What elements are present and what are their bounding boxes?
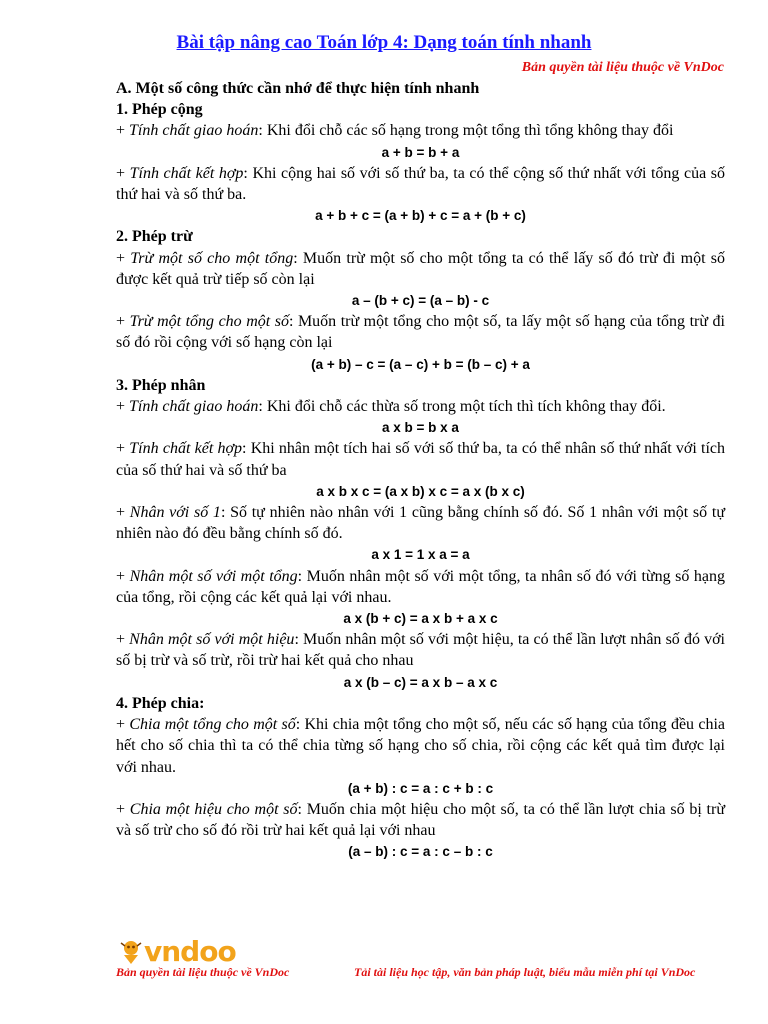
formula: a x b = b x a — [382, 420, 459, 436]
section-4-heading: 4. Phép chia: — [116, 694, 205, 712]
paragraph: + Chia một tổng cho một số: Khi chia một tổng cho một số, nếu các số hạng của tổng đều chia hết cho số chia thì ta có thể chia từng số hạng cho số chia, rồi cộng các kết quả tìm được lại với nhau. — [116, 716, 725, 776]
paragraph: + Chia một hiệu cho một số: Muốn chia một hiệu cho một số, ta có thể lần lượt chia số bị trừ và số trừ cho số đó rồi trừ hai kết quả lại với nhau — [116, 800, 725, 840]
term: Tính chất kết hợp — [129, 440, 243, 458]
section-2-heading: 2. Phép trừ — [116, 228, 193, 246]
term: Tính chất kết hợp — [129, 164, 244, 182]
term: Chia một tổng cho một số — [129, 716, 296, 734]
term: Nhân một số với một hiệu — [129, 631, 295, 649]
term: Nhân một số với một tổng — [129, 567, 298, 585]
section-a-heading: A. Một số công thức cần nhớ để thực hiện tính nhanh — [116, 80, 480, 97]
paragraph: + Trừ một số cho một tổng: Muốn trừ một số cho một tổng ta có thể lấy số đó trừ đi một số được kết quả trừ tiếp số còn lại — [116, 249, 725, 288]
paragraph: + Tính chất giao hoán: Khi đổi chỗ các số hạng trong một tổng thì tổng không thay đổi — [116, 122, 674, 140]
formula: a – (b + c) = (a – b) - c — [351, 293, 490, 309]
formula: a x (b – c) = a x b – a x c — [343, 674, 498, 690]
footer-download-link[interactable]: Tải tài liệu học tập, văn bản pháp luật, biểu mẫu miễn phí tại VnDoc — [354, 965, 696, 979]
paragraph: + Nhân một số với một hiệu: Muốn nhân một số với một hiệu, ta có thể lần lượt nhân số đó với số bị trừ và số trừ, rồi trừ hai kết quả cho nhau — [116, 631, 726, 670]
paragraph: + Tính chất kết hợp: Khi cộng hai số với số thứ ba, ta có thể cộng số thứ nhất với tổng của số thứ hai và số thứ ba. — [116, 164, 726, 204]
document-title: Bài tập nâng cao Toán lớp 4: Dạng toán tính nhanh — [176, 32, 592, 53]
formula: a x b x c = (a x b) x c = a x (b x c) — [316, 483, 525, 499]
formula: (a + b) : c = a : c + b : c — [347, 780, 494, 796]
term: Trừ một tổng cho một số — [129, 313, 289, 331]
footer-copyright: Bản quyền tài liệu thuộc về VnDoc — [116, 965, 290, 979]
term: Tính chất giao hoán — [129, 122, 259, 140]
copyright-note: Bản quyền tài liệu thuộc về VnDoc — [521, 60, 724, 75]
section-1-heading: 1. Phép cộng — [116, 101, 203, 119]
term: Nhân với số 1 — [129, 504, 221, 522]
paragraph: + Tính chất giao hoán: Khi đổi chỗ các thừa số trong một tích thì tích không thay đổi. — [116, 398, 666, 416]
document-body — [116, 78, 725, 863]
section-3-heading: 3. Phép nhân — [116, 376, 206, 394]
paragraph: + Tính chất kết hợp: Khi nhân một tích hai số với số thứ ba, ta có thể nhân số thứ nhất với tích của số thứ hai và số thứ ba — [116, 440, 726, 479]
logo-text: vndoo — [144, 935, 236, 968]
term: Tính chất giao hoán — [129, 398, 259, 416]
term: Trừ một số cho một tổng — [130, 249, 294, 267]
formula: a + b = b + a — [381, 144, 460, 160]
formula: a + b + c = (a + b) + c = a + (b + c) — [315, 208, 526, 224]
formula: a x 1 = 1 x a = a — [371, 547, 470, 563]
paragraph: + Trừ một tổng cho một số: Muốn trừ một tổng cho một số, ta lấy một số hạng của tổng trừ đi số đó rồi cộng với số hạng còn lại — [116, 313, 725, 352]
formula: (a – b) : c = a : c – b : c — [348, 844, 493, 860]
vndoc-logo — [118, 935, 236, 968]
page-footer — [0, 935, 768, 995]
paragraph: + Nhân một số với một tổng: Muốn nhân một số với một tổng, ta nhân số đó với từng số hạng của tổng, rồi cộng các kết quả lại với nhau. — [116, 567, 725, 606]
mascot-icon — [118, 938, 144, 966]
formula: a x (b + c) = a x b + a x c — [343, 611, 498, 627]
formula: (a + b) – c = (a – c) + b = (b – c) + a — [311, 356, 530, 372]
paragraph: + Nhân với số 1: Số tự nhiên nào nhân với 1 cũng bằng chính số đó. Số 1 nhân với một số tự nhiên nào đó đều bằng chính số đó. — [116, 504, 726, 543]
term: Chia một hiệu cho một số — [129, 800, 298, 818]
